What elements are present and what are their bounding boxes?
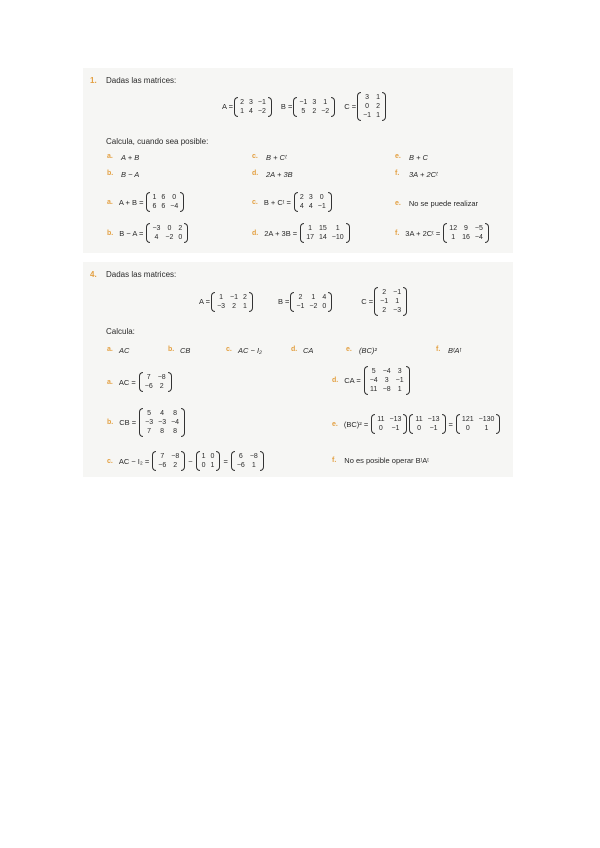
matrix-cell: 14 bbox=[318, 234, 327, 241]
answer-matrix bbox=[231, 451, 264, 471]
right-bracket bbox=[331, 97, 335, 117]
matrix-cell: 8 bbox=[160, 428, 165, 435]
matrix-grid bbox=[375, 414, 403, 434]
item-letter: b. bbox=[107, 170, 114, 177]
item-letter: b. bbox=[168, 346, 175, 353]
matrix-cell: 2 bbox=[178, 225, 183, 232]
matrix-grid bbox=[215, 292, 249, 312]
equals-sign: = bbox=[448, 419, 453, 429]
matrix-grid bbox=[143, 408, 181, 437]
matrix-cell: 8 bbox=[173, 410, 178, 417]
matrix-cell: 0 bbox=[201, 462, 206, 469]
right-bracket bbox=[496, 414, 500, 434]
matrix-cell: −3 bbox=[152, 225, 161, 232]
matrix-cell: −4 bbox=[369, 377, 378, 384]
matrix-cell: 2 bbox=[232, 302, 236, 310]
matrix-cell: 1 bbox=[201, 453, 206, 460]
matrix-cell: 0 bbox=[378, 425, 383, 432]
item-expression: BᵗAᵗ bbox=[448, 346, 461, 355]
matrix-cell: 4 bbox=[299, 203, 304, 210]
item-expression: B − A bbox=[121, 170, 140, 179]
answer-lhs: AC − I₂ = bbox=[118, 456, 150, 466]
matrix-grid bbox=[304, 223, 345, 243]
answer-letter: f. bbox=[332, 457, 337, 464]
answer-lhs: 2A + 3B = bbox=[264, 228, 298, 238]
matrix-cell: 1 bbox=[376, 94, 380, 101]
matrix-cell: 5 bbox=[371, 368, 376, 375]
matrix-cell: −4 bbox=[474, 234, 483, 241]
answer-f bbox=[395, 223, 490, 243]
matrix-cell: 1 bbox=[240, 107, 244, 115]
matrix-cell: 1 bbox=[210, 462, 215, 469]
item-letter: c. bbox=[252, 153, 258, 160]
matrix-cell: 7 bbox=[146, 374, 151, 381]
answer-lhs: CB = bbox=[119, 418, 137, 427]
matrix-label: C = bbox=[344, 102, 357, 111]
matrix-cell: 1 bbox=[219, 293, 223, 301]
exercise-intro: Dadas las matrices: bbox=[106, 76, 177, 85]
matrix-cell: 1 bbox=[251, 462, 256, 469]
matrix-cell: 2 bbox=[312, 107, 317, 115]
matrix-cell: 1 bbox=[484, 425, 489, 432]
answer-letter: a. bbox=[107, 198, 113, 206]
item-letter: a. bbox=[107, 153, 113, 160]
answer-letter: e. bbox=[332, 420, 338, 428]
matrix-cell: −8 bbox=[157, 374, 166, 381]
matrix-cell: −2 bbox=[321, 107, 330, 115]
matrix-cell: −13 bbox=[389, 416, 402, 423]
matrix-cell: −8 bbox=[382, 386, 391, 393]
item-expression: B + Cᵗ bbox=[266, 153, 287, 162]
minus-sign: − bbox=[188, 456, 193, 466]
item-letter: f. bbox=[395, 170, 400, 177]
item-letter: c. bbox=[226, 346, 232, 353]
matrix-cell: 3 bbox=[397, 368, 402, 375]
answer-lhs: A + B = bbox=[118, 197, 144, 207]
matrix-cell: −5 bbox=[474, 225, 483, 232]
item-letter: a. bbox=[107, 346, 113, 353]
matrix-grid bbox=[200, 451, 217, 471]
answer-matrix bbox=[146, 192, 184, 212]
matrix-cell: 12 bbox=[449, 225, 458, 232]
matrix-cell: 7 bbox=[147, 428, 152, 435]
matrix-grid bbox=[150, 223, 184, 243]
matrix-cell: 0 bbox=[417, 425, 421, 432]
matrix-cell: −10 bbox=[331, 234, 344, 241]
matrix-cell: 8 bbox=[173, 428, 178, 435]
matrix-cell: 2 bbox=[382, 307, 387, 314]
matrix-cell: 4 bbox=[154, 234, 159, 241]
matrix-cell: 11 bbox=[415, 416, 423, 423]
right-bracket bbox=[181, 408, 185, 437]
answer-text: No se puede realizar bbox=[408, 199, 479, 208]
matrix-cell: 0 bbox=[167, 225, 172, 232]
matrix-cell: 1 bbox=[397, 386, 402, 393]
right-bracket bbox=[216, 451, 220, 471]
matrix-cell: 5 bbox=[147, 410, 152, 417]
matrix-grid bbox=[368, 366, 406, 395]
matrix-cell: −6 bbox=[144, 383, 153, 390]
matrix-cell: 0 bbox=[210, 453, 215, 460]
answer-letter: d. bbox=[332, 377, 339, 384]
matrix-cell: 6 bbox=[238, 453, 243, 460]
answer-matrix bbox=[146, 223, 188, 243]
answer-letter: f. bbox=[395, 229, 400, 237]
matrix-cell: 2 bbox=[159, 383, 164, 390]
matrix-grid bbox=[294, 292, 328, 312]
matrix-definitions bbox=[222, 92, 387, 121]
matrix-cell: 1 bbox=[311, 293, 316, 301]
matrix-cell: 0 bbox=[178, 234, 183, 241]
right-bracket bbox=[249, 292, 253, 312]
answer-matrix bbox=[300, 223, 349, 243]
answer-matrix bbox=[139, 372, 172, 392]
item-expression: CA bbox=[303, 346, 314, 355]
answer-matrix bbox=[152, 451, 185, 471]
item-expression: B + C bbox=[409, 153, 428, 162]
right-bracket bbox=[346, 223, 350, 243]
right-bracket bbox=[168, 372, 172, 392]
right-bracket bbox=[181, 451, 185, 471]
matrix-cell: 3 bbox=[312, 98, 317, 106]
matrix-cell: −1 bbox=[429, 425, 438, 432]
matrix-grid bbox=[447, 223, 485, 243]
right-bracket bbox=[406, 366, 410, 395]
matrix-grid bbox=[238, 97, 268, 117]
matrix-label: C = bbox=[361, 297, 374, 306]
answer-matrix bbox=[409, 414, 445, 434]
right-bracket bbox=[260, 451, 264, 471]
item-expression: A + B bbox=[121, 153, 140, 162]
matrix-cell: 2 bbox=[376, 103, 380, 110]
matrix-cell: −2 bbox=[165, 234, 174, 241]
matrix-cell: −8 bbox=[171, 453, 180, 460]
matrix-cell: 1 bbox=[308, 225, 313, 232]
matrix-cell: −1 bbox=[296, 302, 305, 310]
item-expression: 3A + 2Cᵗ bbox=[409, 170, 438, 179]
matrix-cell: −2 bbox=[257, 107, 266, 115]
item-expression: AC − I₂ bbox=[238, 346, 262, 355]
answer-b bbox=[107, 408, 186, 437]
matrix-cell: 17 bbox=[306, 234, 314, 241]
answer-lhs: B − A = bbox=[119, 228, 144, 238]
exercise-prompt: Calcula: bbox=[106, 327, 135, 336]
matrix-cell: 1 bbox=[395, 298, 400, 305]
matrix-cell: 7 bbox=[160, 453, 165, 460]
right-bracket bbox=[403, 414, 407, 434]
equals-sign: = bbox=[223, 456, 228, 466]
answer-lhs: (BC)² = bbox=[343, 419, 369, 429]
right-bracket bbox=[184, 223, 188, 243]
matrix-grid bbox=[235, 451, 260, 471]
answer-text: No es posible operar BᵗAᵗ bbox=[344, 456, 429, 465]
item-letter: e. bbox=[346, 346, 352, 353]
answer-letter: d. bbox=[252, 229, 259, 237]
matrix-label: B = bbox=[280, 102, 293, 111]
matrix-cell: 0 bbox=[319, 194, 324, 201]
matrix-cell: 1 bbox=[243, 302, 247, 310]
matrix-label: A = bbox=[199, 297, 211, 306]
matrix-cell: 11 bbox=[370, 386, 378, 393]
answer-letter: c. bbox=[252, 198, 258, 206]
answer-letter: c. bbox=[107, 457, 113, 465]
matrix-grid bbox=[297, 97, 331, 117]
matrix-cell: 3 bbox=[248, 98, 253, 106]
matrix-cell: −2 bbox=[309, 302, 318, 310]
matrix-cell: −3 bbox=[145, 419, 154, 426]
right-bracket bbox=[382, 92, 386, 121]
matrix-cell: 3 bbox=[365, 94, 370, 101]
matrix-cell: 2 bbox=[299, 194, 304, 201]
matrix-cell: 16 bbox=[462, 234, 470, 241]
matrix-cell: 1 bbox=[451, 234, 456, 241]
matrix-cell: 2 bbox=[382, 289, 387, 296]
answer-matrix bbox=[456, 414, 500, 434]
matrix-grid bbox=[143, 372, 168, 392]
answer-d bbox=[252, 223, 351, 243]
matrix-grid bbox=[460, 414, 496, 434]
matrix-cell: 6 bbox=[161, 203, 166, 210]
matrix-grid bbox=[361, 92, 382, 121]
matrix-cell: 11 bbox=[377, 416, 385, 423]
matrix-cell: 9 bbox=[464, 225, 468, 232]
identity-matrix bbox=[196, 451, 221, 471]
matrix-grid bbox=[150, 192, 180, 212]
answer-lhs: AC = bbox=[118, 377, 136, 387]
matrix-cell: −3 bbox=[217, 302, 226, 310]
answer-e bbox=[395, 199, 478, 208]
matrix-cell: 4 bbox=[160, 410, 165, 417]
matrix-cell: 6 bbox=[161, 194, 166, 201]
matrix-cell: −3 bbox=[158, 419, 167, 426]
item-expression: (BC)² bbox=[359, 346, 377, 355]
answer-letter: b. bbox=[107, 229, 114, 237]
matrix-cell: 3 bbox=[384, 377, 389, 384]
matrix-cell: 1 bbox=[152, 194, 157, 201]
matrix-cell: −4 bbox=[171, 419, 180, 426]
answer-lhs: CA = bbox=[344, 376, 361, 385]
matrix-cell: −8 bbox=[249, 453, 258, 460]
matrix-b bbox=[290, 292, 332, 312]
matrix-cell: 5 bbox=[301, 107, 306, 115]
matrix-cell: −13 bbox=[427, 416, 440, 423]
right-bracket bbox=[442, 414, 446, 434]
answer-f bbox=[332, 456, 429, 465]
matrix-c bbox=[374, 287, 407, 316]
matrix-label: A = bbox=[222, 102, 234, 111]
matrix-cell: 4 bbox=[248, 107, 253, 115]
matrix-cell: 3 bbox=[308, 194, 313, 201]
answer-matrix bbox=[294, 192, 332, 212]
item-expression: 2A + 3B bbox=[266, 170, 293, 179]
right-bracket bbox=[328, 192, 332, 212]
matrix-definitions bbox=[199, 287, 408, 316]
right-bracket bbox=[403, 287, 407, 316]
matrix-cell: 1 bbox=[376, 112, 380, 119]
matrix-cell: −6 bbox=[236, 462, 245, 469]
right-bracket bbox=[328, 292, 332, 312]
answer-a bbox=[107, 192, 185, 212]
matrix-grid bbox=[413, 414, 441, 434]
matrix-c bbox=[357, 92, 386, 121]
right-bracket bbox=[268, 97, 272, 117]
matrix-cell: −1 bbox=[380, 298, 389, 305]
matrix-cell: −1 bbox=[363, 112, 372, 119]
matrix-cell: −3 bbox=[393, 307, 402, 314]
answer-matrix bbox=[371, 414, 407, 434]
item-expression: AC bbox=[119, 346, 130, 355]
matrix-cell: 2 bbox=[243, 293, 247, 301]
matrix-cell: −4 bbox=[382, 368, 391, 375]
answer-e bbox=[332, 414, 501, 434]
matrix-cell: 121 bbox=[461, 416, 474, 423]
matrix-cell: 1 bbox=[323, 98, 328, 106]
matrix-cell: −1 bbox=[230, 293, 239, 301]
answer-letter: b. bbox=[107, 419, 114, 426]
matrix-cell: −1 bbox=[395, 377, 404, 384]
matrix-cell: 15 bbox=[318, 225, 327, 232]
matrix-cell: 1 bbox=[335, 225, 340, 232]
right-bracket bbox=[180, 192, 184, 212]
matrix-a bbox=[234, 97, 272, 117]
answer-letter: e. bbox=[395, 200, 401, 207]
matrix-a bbox=[211, 292, 253, 312]
answer-lhs: B + Cᵗ = bbox=[263, 197, 291, 207]
matrix-b bbox=[293, 97, 335, 117]
matrix-grid bbox=[156, 451, 181, 471]
item-letter: e. bbox=[395, 153, 401, 160]
matrix-cell: 0 bbox=[465, 425, 470, 432]
answer-letter: a. bbox=[107, 378, 113, 386]
matrix-cell: −130 bbox=[478, 416, 495, 423]
matrix-cell: 0 bbox=[322, 302, 327, 310]
item-letter: d. bbox=[252, 170, 259, 177]
exercise-intro: Dadas las matrices: bbox=[106, 270, 177, 279]
matrix-cell: 4 bbox=[322, 293, 327, 301]
matrix-cell: 2 bbox=[240, 98, 244, 106]
matrix-cell: 2 bbox=[173, 462, 178, 469]
item-expression: CB bbox=[180, 346, 191, 355]
matrix-label: B = bbox=[277, 297, 290, 306]
answer-matrix bbox=[364, 366, 410, 395]
matrix-cell: −1 bbox=[391, 425, 400, 432]
answer-b bbox=[107, 223, 189, 243]
matrix-cell: −1 bbox=[393, 289, 402, 296]
matrix-cell: 4 bbox=[308, 203, 313, 210]
answer-matrix bbox=[443, 223, 489, 243]
exercise-number: 4. bbox=[90, 270, 97, 279]
answer-c bbox=[252, 192, 333, 212]
matrix-cell: −1 bbox=[299, 98, 308, 106]
answer-d bbox=[332, 366, 411, 395]
matrix-cell: −6 bbox=[158, 462, 167, 469]
item-letter: d. bbox=[291, 346, 298, 353]
answer-a bbox=[107, 372, 173, 392]
matrix-cell: −1 bbox=[317, 203, 326, 210]
matrix-cell: −1 bbox=[257, 98, 266, 106]
matrix-cell: −4 bbox=[170, 203, 179, 210]
answer-matrix bbox=[139, 408, 185, 437]
matrix-cell: 2 bbox=[298, 293, 303, 301]
item-letter: f. bbox=[436, 346, 441, 353]
matrix-cell: 0 bbox=[172, 194, 177, 201]
matrix-grid bbox=[298, 192, 328, 212]
right-bracket bbox=[485, 223, 489, 243]
exercise-prompt: Calcula, cuando sea posible: bbox=[106, 137, 209, 146]
matrix-grid bbox=[378, 287, 403, 316]
matrix-cell: 0 bbox=[365, 103, 370, 110]
answer-c bbox=[107, 451, 265, 471]
answer-lhs: 3A + 2Cᵗ = bbox=[405, 228, 441, 238]
matrix-cell: 6 bbox=[152, 203, 157, 210]
exercise-number: 1. bbox=[90, 76, 97, 85]
